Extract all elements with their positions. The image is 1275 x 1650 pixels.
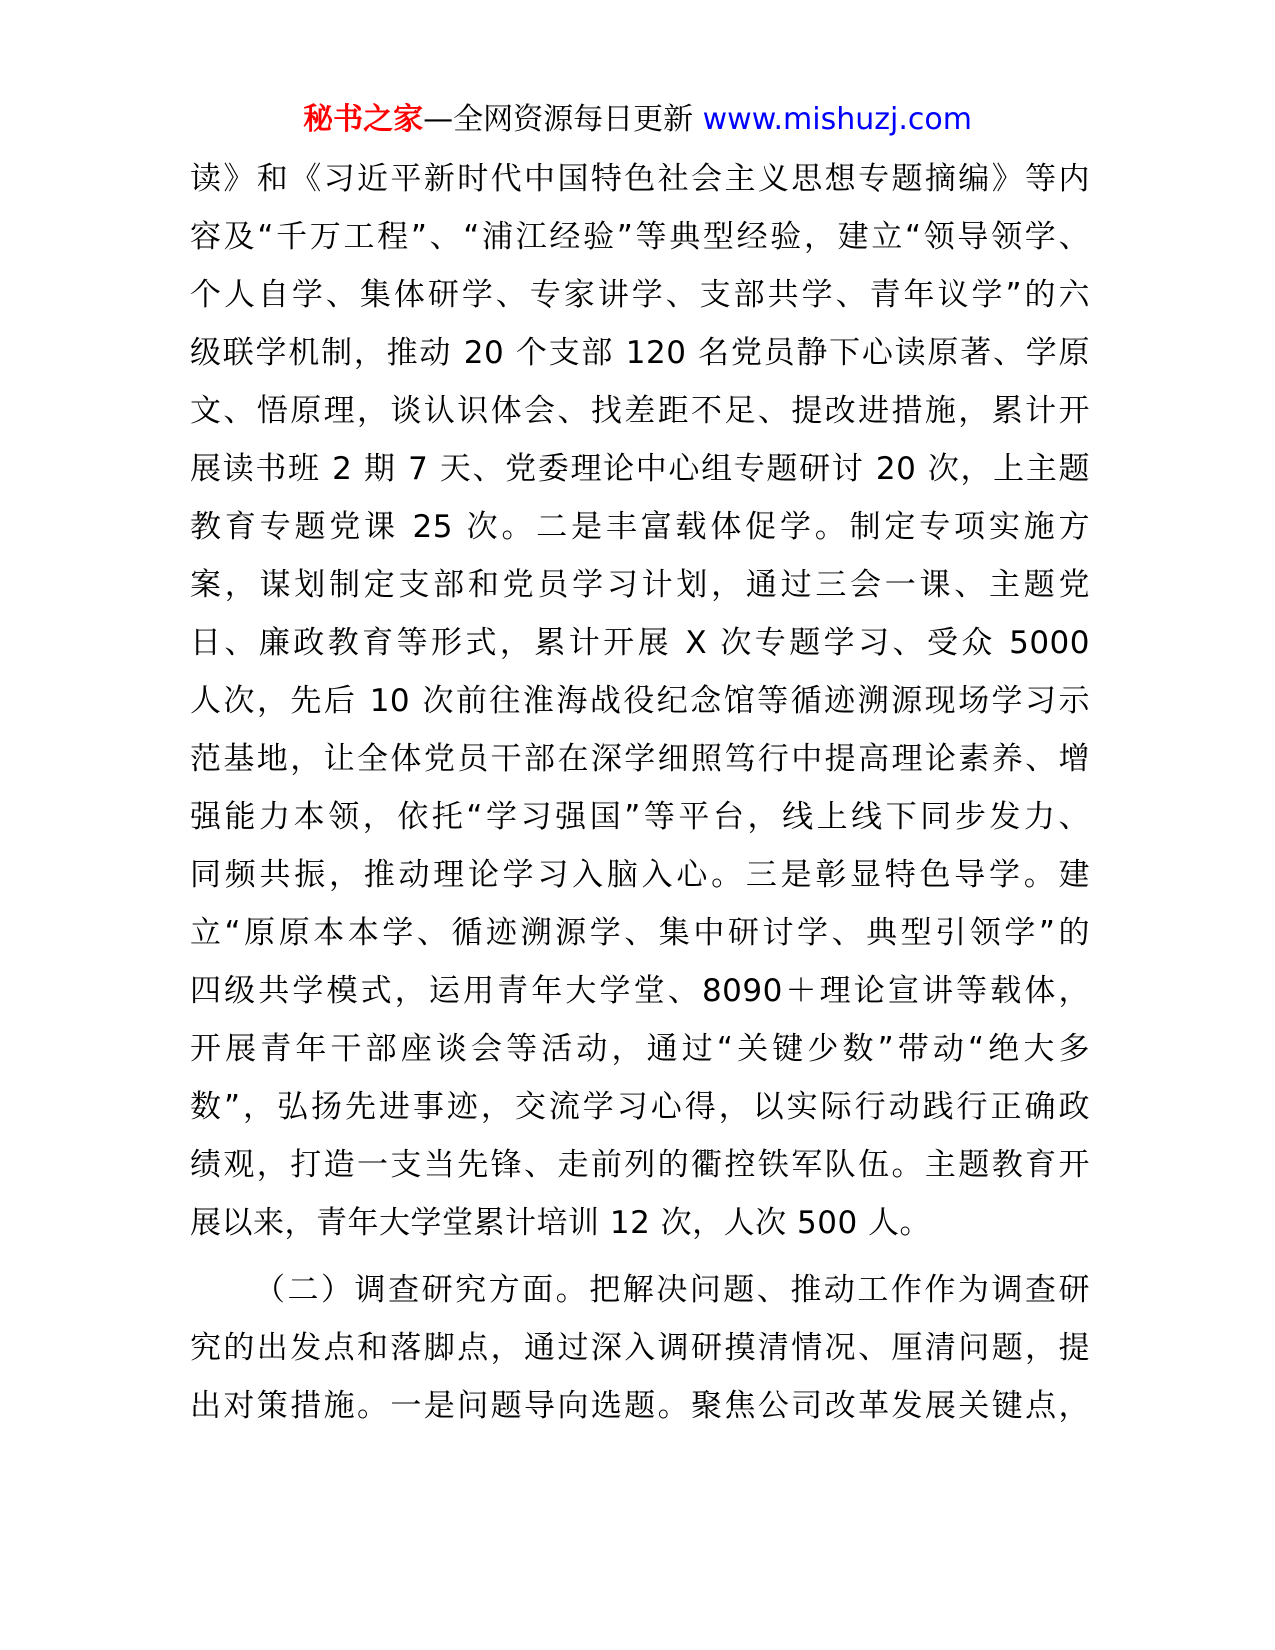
text-line: 文、悟原理，谈认识体会、找差距不足、提改进措施，累计开 bbox=[190, 393, 1090, 429]
text-line: 级联学机制，推动 20 个支部 120 名党员静下心读原著、学原 bbox=[190, 335, 1090, 371]
text-line: 展读书班 2 期 7 天、党委理论中心组专题研讨 20 次，上主题 bbox=[190, 451, 1090, 487]
text-line: （二）调查研究方面。把解决问题、推动工作作为调查研 bbox=[254, 1272, 1090, 1308]
text-line: 同频共振，推动理论学习入脑入心。三是彰显特色导学。建 bbox=[190, 857, 1090, 893]
text-line: 立“原原本本学、循迹溯源学、集中研讨学、典型引领学”的 bbox=[190, 915, 1090, 951]
text-line: 人次，先后 10 次前往淮海战役纪念馆等循迹溯源现场学习示 bbox=[190, 683, 1090, 719]
text-line: 数”，弘扬先进事迹，交流学习心得，以实际行动践行正确政 bbox=[190, 1089, 1090, 1125]
text-line: 教育专题党课 25 次。二是丰富载体促学。制定专项实施方 bbox=[190, 509, 1090, 545]
text-line: 容及“千万工程”、“浦江经验”等典型经验，建立“领导领学、 bbox=[190, 219, 1090, 255]
page-header bbox=[0, 100, 1275, 140]
text-line: 范基地，让全体党员干部在深学细照笃行中提高理论素养、增 bbox=[190, 741, 1090, 777]
text-line: 绩观，打造一支当先锋、走前列的衢控铁军队伍。主题教育开 bbox=[190, 1147, 1090, 1183]
paragraph-study bbox=[190, 150, 1090, 1252]
text-line: 展以来，青年大学堂累计培训 12 次，人次 500 人。 bbox=[190, 1205, 932, 1241]
text-line: 强能力本领，依托“学习强国”等平台，线上线下同步发力、 bbox=[190, 799, 1090, 835]
header-brand: 秘书之家 bbox=[303, 102, 424, 137]
text-line: 开展青年干部座谈会等活动，通过“关键少数”带动“绝大多 bbox=[190, 1031, 1090, 1067]
header-slogan: —全网资源每日更新 bbox=[423, 102, 694, 137]
text-line: 四级共学模式，运用青年大学堂、8090＋理论宣讲等载体， bbox=[190, 973, 1090, 1009]
text-line: 出对策措施。一是问题导向选题。聚焦公司改革发展关键点， bbox=[190, 1388, 1090, 1424]
text-line: 日、廉政教育等形式，累计开展 X 次专题学习、受众 5000 bbox=[190, 625, 1090, 661]
text-line: 读》和《习近平新时代中国特色社会主义思想专题摘编》等内 bbox=[190, 161, 1090, 197]
document-body bbox=[190, 150, 1090, 1435]
text-line: 案，谋划制定支部和党员学习计划，通过三会一课、主题党 bbox=[190, 567, 1090, 603]
text-line: 究的出发点和落脚点，通过深入调研摸清情况、厘清问题，提 bbox=[190, 1330, 1090, 1366]
header-url-link[interactable]: www.mishuzj.com bbox=[702, 102, 972, 137]
paragraph-research bbox=[190, 1261, 1090, 1435]
text-line: 个人自学、集体研学、专家讲学、支部共学、青年议学”的六 bbox=[190, 277, 1090, 313]
